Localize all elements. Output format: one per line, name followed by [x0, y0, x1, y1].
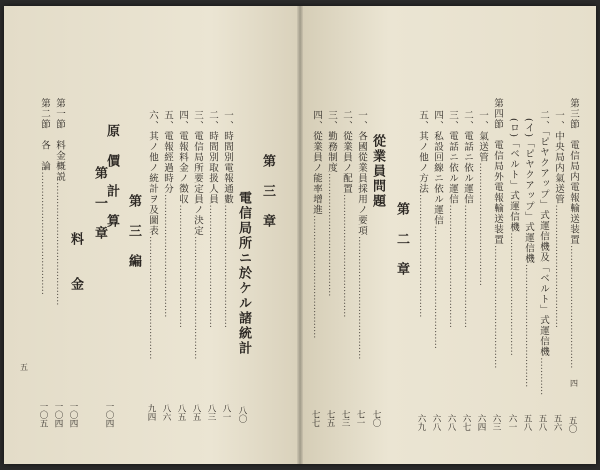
toc-entry: 二、時間別取扱人員………………………………… — [207, 110, 218, 328]
toc-page: 八一 — [221, 404, 231, 421]
leader-dots: ………… — [538, 357, 549, 396]
toc-page: 六七 — [461, 414, 471, 431]
chapter2-heading: 第 二 章 — [394, 202, 409, 277]
toc-entry: 三、勤務制度………………………………… — [326, 110, 337, 297]
toc-page: 八三 — [206, 404, 216, 421]
toc-entry: 三、電信局所要定員ノ決定………………………………… — [192, 110, 203, 360]
leader-dots: ………………………………… — [39, 171, 50, 295]
chapter3-title: 電信局所ニ於ケル諸統計 — [236, 191, 251, 356]
toc-entry: 四、私設回線ニ依ル運信………………………………… — [432, 110, 443, 349]
toc-entry: (ロ)「ベルト」式運信機………………………………… — [508, 118, 519, 356]
leader-dots: ………………………………… — [523, 263, 534, 388]
toc-entry: 一、各國從業員採用ノ要項………………………………… — [356, 110, 367, 360]
toc-page: 七一 — [355, 410, 365, 427]
leader-dots: ………………………………… — [553, 204, 564, 328]
toc-page: 一〇四 — [53, 402, 63, 428]
toc-page: 八六 — [161, 404, 171, 421]
chapter1-title: 料 金 — [68, 232, 83, 292]
leader-dots: ………………………………… — [147, 236, 158, 360]
leader-dots: ………………………………… — [192, 236, 203, 360]
leader-dots: ………………………………… — [508, 232, 519, 356]
toc-entry: 五、其ノ他ノ方法………………………………… — [417, 110, 428, 318]
part3-page: 一〇四 — [104, 402, 114, 428]
toc-page: 七七 — [310, 410, 320, 427]
toc-entry: 五、電報經過時分………………………………… — [162, 110, 173, 318]
chapter2-title: 從業員問題 — [370, 134, 385, 209]
chapter1-heading: 第 一 章 — [92, 166, 107, 241]
toc-entry: 一、中央局内氣送管………………………………… — [553, 110, 564, 328]
toc-entry: 六、其ノ他ノ統計ヲ及圖表………………………………… — [147, 110, 158, 360]
leader-dots: ………………………………… — [462, 204, 473, 328]
toc-entry: 二、從業員ノ配置………………………………… — [341, 110, 352, 318]
page-number: 五 — [20, 363, 28, 372]
toc-entry: 四、從業員ノ能率增進………………………………… — [311, 110, 322, 339]
leader-dots: ………………………………… — [417, 194, 428, 318]
leader-dots: ………………………………… — [177, 204, 188, 328]
toc-page: 六一 — [507, 414, 517, 431]
toc-page: 七五 — [325, 410, 335, 427]
book-gutter — [297, 6, 303, 464]
leader-dots: ………………………………… — [341, 194, 352, 318]
chapter1-page: 一〇四 — [68, 402, 78, 428]
toc-entry: 二、電話ニ依ル運信………………………………… — [462, 110, 473, 328]
toc-page: 九四 — [146, 404, 156, 421]
toc-entry: 第一節 料金概説………………………………… — [54, 98, 65, 306]
toc-page: 六四 — [476, 414, 486, 431]
book-spread — [4, 6, 596, 464]
leader-dots: ………………………………… — [447, 204, 458, 328]
leader-dots: ………………………………… — [432, 225, 443, 349]
leader-dots: ………………………………… — [568, 245, 579, 369]
toc-entry: 一、時間別電報通數………………………………… — [222, 110, 233, 328]
part3-title: 原 價 計 算 — [104, 124, 119, 229]
toc-entry: 第二節 各 論………………………………… — [39, 98, 50, 295]
toc-entry: 第三節 電信局内電報輸送装置………………………………… — [568, 98, 579, 369]
toc-page: 六八 — [446, 414, 456, 431]
toc-entry: 二、「ピヤクアップ」式運信機及「ベルト」式運信機………… — [538, 110, 549, 396]
toc-entry: 三、電話ニ依ル運信………………………………… — [447, 110, 458, 328]
leader-dots: ………………………………… — [477, 162, 488, 286]
leader-dots: ………………………………… — [222, 204, 233, 328]
toc-page: 五八 — [537, 414, 547, 431]
chapter2-page: 七〇 — [371, 410, 381, 427]
part3-heading: 第 三 編 — [126, 194, 141, 269]
right-page — [300, 6, 596, 464]
toc-page: 六三 — [491, 414, 501, 431]
toc-entry: 一、氣送管………………………………… — [477, 110, 488, 286]
toc-page: 五〇 — [567, 416, 577, 433]
leader-dots: ………………………………… — [311, 215, 322, 339]
chapter3-heading: 第 三 章 — [260, 154, 275, 229]
toc-page: 八五 — [191, 404, 201, 421]
leader-dots: ………………………………… — [54, 182, 65, 306]
chapter3-title-page: 八〇 — [237, 406, 247, 423]
toc-page: 一〇五 — [38, 402, 48, 428]
toc-page: 七三 — [340, 410, 350, 427]
toc-page: 五八 — [522, 414, 532, 431]
toc-entry: (イ)「ピヤクアップ」式運信機………………………………… — [523, 118, 534, 388]
toc-entry: 第四節 電信局外電報輸送装置………………………………… — [492, 98, 503, 369]
toc-page: 六八 — [431, 414, 441, 431]
page-number: 四 — [570, 379, 578, 388]
toc-entry: 四、電報料金ノ徴収………………………………… — [177, 110, 188, 328]
left-page — [4, 6, 300, 464]
leader-dots: ………………………………… — [356, 236, 367, 360]
leader-dots: ………………………………… — [207, 204, 218, 328]
leader-dots: ………………………………… — [326, 173, 337, 297]
leader-dots: ………………………………… — [162, 194, 173, 318]
toc-page: 六九 — [416, 414, 426, 431]
leader-dots: ………………………………… — [492, 245, 503, 369]
toc-page: 八五 — [176, 404, 186, 421]
toc-page: 五六 — [552, 414, 562, 431]
